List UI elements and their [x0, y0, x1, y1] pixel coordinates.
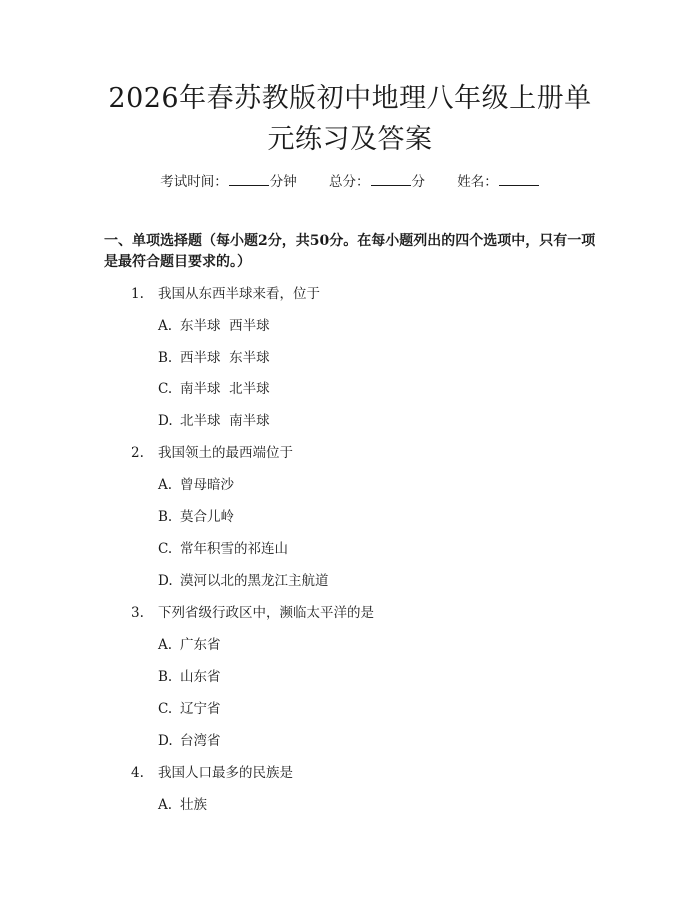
question-text: 我国从东西半球来看，位于 [158, 286, 320, 302]
option-text: 莫合儿岭 [180, 509, 234, 525]
question-1-option-b [158, 346, 270, 366]
question-text: 我国人口最多的民族是 [158, 765, 293, 781]
question-2 [131, 441, 293, 461]
option-text: 漠河以北的黑龙江主航道 [180, 573, 329, 589]
option-letter: A. [158, 797, 173, 813]
question-2-option-c [158, 537, 288, 557]
total-score-unit: 分 [411, 174, 425, 190]
student-name-field [457, 174, 540, 190]
total-score-field [329, 174, 429, 190]
option-letter: C. [158, 381, 173, 397]
question-2-option-a [158, 473, 234, 493]
question-number: 3. [131, 605, 144, 621]
exam-time-label: 考试时间： [160, 174, 228, 190]
exam-time-blank [229, 173, 269, 186]
total-score-label: 总分： [329, 174, 370, 190]
question-4-option-a [158, 793, 207, 813]
question-1-option-c [158, 377, 270, 397]
option-text: 常年积雪的祁连山 [180, 541, 288, 557]
option-text: 西半球 东半球 [180, 350, 270, 366]
question-number: 4. [131, 765, 144, 781]
question-1-option-d [158, 409, 270, 429]
question-1-option-a [158, 314, 270, 334]
question-text: 下列省级行政区中，濒临太平洋的是 [158, 605, 374, 621]
question-3-option-a [158, 633, 221, 653]
option-text: 山东省 [180, 669, 221, 685]
option-text: 南半球 北半球 [180, 381, 270, 397]
option-text: 辽宁省 [180, 701, 221, 717]
option-text: 广东省 [180, 637, 221, 653]
question-4 [131, 761, 293, 781]
question-2-option-d [158, 569, 329, 589]
question-number: 2. [131, 445, 144, 461]
question-text: 我国领土的最西端位于 [158, 445, 293, 461]
option-letter: D. [158, 733, 173, 749]
option-letter: B. [158, 669, 173, 685]
option-text: 北半球 南半球 [180, 413, 270, 429]
document-title: 2026年春苏教版初中地理八年级上册单元练习及答案 [108, 83, 592, 155]
option-letter: B. [158, 509, 173, 525]
option-letter: A. [158, 477, 173, 493]
option-letter: C. [158, 541, 173, 557]
section-header: 一、单项选择题（每小题2分，共50分。在每小题列出的四个选项中，只有一项是最符合题目要求的。） [104, 233, 596, 270]
question-3-option-c [158, 697, 221, 717]
option-text: 壮族 [180, 797, 207, 813]
option-letter: D. [158, 573, 173, 589]
option-letter: C. [158, 701, 173, 717]
exam-time-field [160, 174, 301, 190]
option-letter: A. [158, 637, 173, 653]
exam-time-unit: 分钟 [269, 174, 297, 190]
option-letter: A. [158, 318, 173, 334]
option-letter: D. [158, 413, 173, 429]
student-name-blank [499, 173, 539, 186]
option-letter: B. [158, 350, 173, 366]
question-1 [131, 282, 320, 302]
question-3-option-b [158, 665, 221, 685]
student-name-label: 姓名： [457, 174, 498, 190]
question-3 [131, 601, 374, 621]
option-text: 东半球 西半球 [180, 318, 270, 334]
total-score-blank [371, 173, 411, 186]
exam-info-line [0, 170, 700, 190]
question-3-option-d [158, 729, 221, 749]
question-number: 1. [131, 286, 144, 302]
option-text: 曾母暗沙 [180, 477, 234, 493]
question-2-option-b [158, 505, 234, 525]
option-text: 台湾省 [180, 733, 221, 749]
